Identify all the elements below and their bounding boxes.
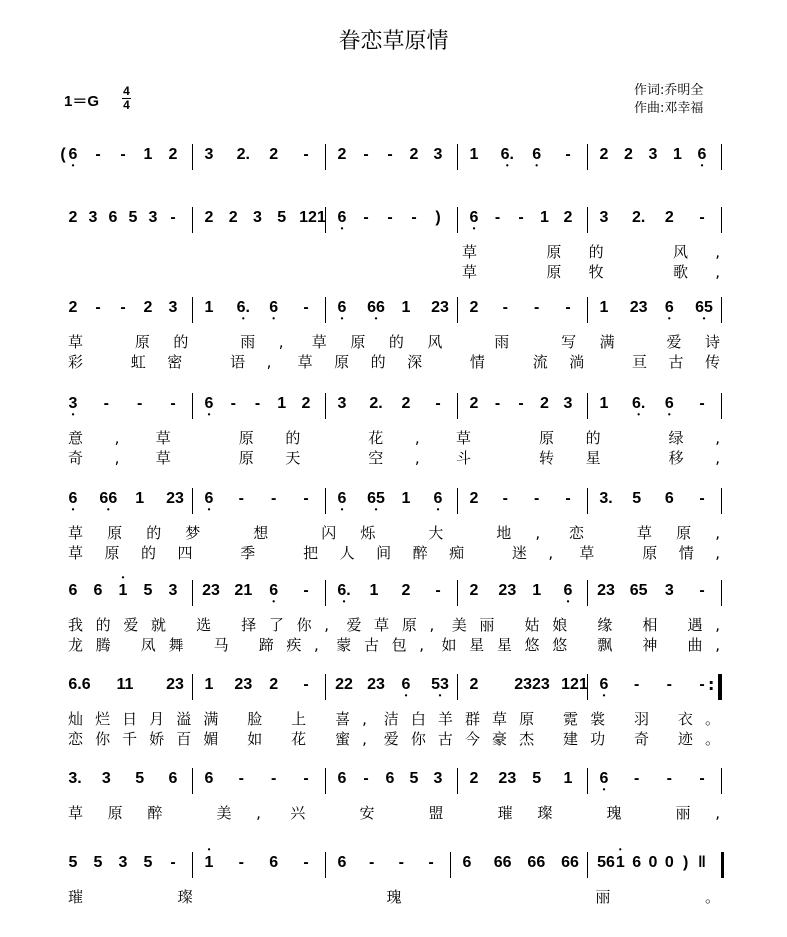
note: 23 [166,490,184,507]
note: 2 [469,299,479,316]
lyric-line: 草原的梦 想 闪烁 大 地, 恋 草原, [68,524,720,542]
note: 5 [277,209,287,226]
note: - [368,854,375,871]
note: 23 [498,770,517,787]
note: - [270,770,277,787]
note: 6.6 [68,676,91,693]
note: 2 [599,146,609,163]
note: 2 [168,146,178,163]
note: 3 [148,209,158,226]
note: - [533,299,540,316]
note: 6. • [234,299,252,317]
note: 2 [204,209,214,226]
bar-line [721,144,722,170]
bar-line [587,297,588,323]
note: 1 [599,395,609,412]
bar-line [325,768,326,794]
note: 2 [301,395,311,412]
note: 21 [234,582,253,599]
note: 3 [433,770,443,787]
bar-line [587,488,588,514]
bar-line [192,393,193,419]
note: 66 [561,854,579,871]
note: 6 • [399,676,413,694]
note: • 1 [202,854,216,872]
note: 3 [433,146,443,163]
note: 23 [166,676,184,693]
bar-line [721,768,722,794]
bar-line [457,580,458,606]
bar-line [450,852,451,878]
bar-line [457,674,458,700]
bar-line [192,207,193,233]
note: - [363,770,369,787]
note: 6 • [662,299,676,317]
note: 23 [202,582,220,599]
note: 3 [664,582,674,599]
bar-line [325,674,326,700]
note: - [363,209,369,226]
lyric-line: 灿烂日月溢满 脸 上 喜, 洁白羊群草原 霓裳 羽 衣。 [68,710,720,728]
note: 66 • [367,299,385,317]
note: 2 [68,209,78,226]
note: - [699,770,705,787]
note: 3 [168,299,178,316]
lyric-line: 草原醉 美, 兴 安 盟 璀璨 瑰 丽, [68,804,720,822]
note: 121 [299,209,326,226]
bar-line [192,674,193,700]
bar-line [587,580,588,606]
note: - [518,395,524,412]
note: 6 • [431,490,445,508]
note: - [666,676,672,693]
lyric-line: 龙腾 凤舞 马 蹄疾, 蒙古包, 如星星悠悠 飘 神 曲, [68,636,720,654]
note: - [502,490,508,507]
note: - [136,395,143,412]
note: - [363,146,369,163]
note: 2 [68,299,78,316]
bar-line [457,768,458,794]
note: 6 [632,854,642,871]
note: - [95,146,101,163]
note: • 1 [116,582,130,600]
note: 1 [135,490,145,507]
note: 6 • [66,490,80,508]
bar-line [192,580,193,606]
note: 3. [599,490,613,507]
bar-line [721,393,722,419]
bar-line [325,580,326,606]
note: 0 [664,854,674,871]
lyric-line: 草 原牧 歌, [462,263,720,281]
note: 66 [527,854,546,871]
note: 2. [236,146,250,163]
note: 2323 [514,676,550,693]
bar-line [457,393,458,419]
time-bottom: 4 [123,98,130,112]
lyric-line: 奇, 草 原天 空, 斗 转星 移, [68,449,720,467]
note: - [699,582,705,599]
note: - [303,676,309,693]
note: 1 [599,299,609,316]
note: 5 [143,582,153,599]
bar-line [457,297,458,323]
note: 65 • [695,299,713,317]
note: 2 [143,299,153,316]
note: 23 [367,676,385,693]
note: 2. [369,395,383,412]
bar-line [721,580,722,606]
note: 6 • [597,676,611,694]
note: 2 [469,395,479,412]
note: 6 [337,854,347,871]
note: - [633,676,640,693]
lyric-line: 意, 草 原的 花, 草 原的 绿, [68,429,720,447]
note: 6 [385,770,395,787]
bar-line [192,852,193,878]
note: 5 [632,490,642,507]
bar-line [457,144,458,170]
note: - [103,395,109,412]
note: 65 [629,582,648,599]
note: - [435,395,441,412]
repeat-bar [718,674,721,700]
bar-line [587,207,588,233]
note: 22 [335,676,353,693]
note: 23 [234,676,253,693]
note: - [699,209,705,226]
note: - [120,299,126,316]
note: - [303,770,309,787]
note: 6. • [335,582,353,600]
note: 2 [401,582,411,599]
note: 6 • [202,395,216,413]
note: 6 [462,854,472,871]
note: 66 • [99,490,117,508]
note: • 1 [613,854,627,872]
note: - [387,209,393,226]
bar-line [587,144,588,170]
note: 6 • [335,209,349,227]
note: 0 [648,854,658,871]
note: 6. • [630,395,648,413]
note: - [565,490,571,507]
note: 6 [93,582,103,599]
bar-line [325,144,326,170]
paren-open: ( [60,146,66,163]
note: 5 [93,854,103,871]
note: 65 • [367,490,385,508]
note: 2 [469,676,479,693]
note: 1 [469,146,479,163]
note: 53 • [431,676,449,694]
lyric-line: 草 原的 风, [462,243,720,261]
note: - [238,770,244,787]
note: 6 [269,854,279,871]
note: 2 [228,209,238,226]
note: ) [435,209,441,226]
note: 6 • [695,146,709,164]
bar-line [587,852,588,878]
note: 6 [168,770,178,787]
note: 5 [532,770,542,787]
note: 2 [469,490,479,507]
note: 1 [401,490,411,507]
note: - [270,490,277,507]
note: - [699,395,705,412]
bar-line [192,297,193,323]
bar-line [457,207,458,233]
note: - [411,209,417,226]
bar-line [587,768,588,794]
note: 6 • [467,209,481,227]
note: 6. • [498,146,516,164]
lyric-line: 我的爱就 选 择了你, 爱草原, 美丽 姑娘 缘 相 遇, [68,616,720,634]
note: - [518,209,524,226]
note: 121 [561,676,588,693]
note: - [303,490,309,507]
note: - [533,490,540,507]
lyric-line: 璀璨 瑰 丽。 [68,888,720,906]
note: 2 [469,582,479,599]
lyric-line: 恋你千娇百媚 如 花 蜜, 爱你古今豪杰 建功 奇 迹。 [68,730,720,748]
note: 5 [143,854,153,871]
bar-line [587,674,588,700]
bar-line [721,674,722,700]
bar-line [325,488,326,514]
bar-line [721,852,724,878]
note: 6 • [530,146,544,164]
note: 11 [116,676,134,693]
note: 6 [204,770,214,787]
note: 6 [664,490,674,507]
note: 2 [664,209,674,226]
note: - [666,770,672,787]
bar-line [325,207,326,233]
note: 6 • [66,146,80,164]
note: 23 [597,582,615,599]
bar-line [325,393,326,419]
note: - [502,299,508,316]
note: - [398,854,404,871]
note: - [170,854,176,871]
bar-line [192,768,193,794]
note: 1 [532,582,542,599]
time-top: 4 [123,84,130,98]
note: - [238,490,244,507]
note: 1 [143,146,153,163]
note: - [95,299,101,316]
note: 5 [68,854,78,871]
note: 5 [409,770,419,787]
note: - [303,146,309,163]
note: 23 [629,299,648,316]
note: 6 • [662,395,676,413]
note: 2 [469,770,479,787]
bar-line [721,297,722,323]
note: 6 • [597,770,611,788]
note: 2 [563,209,573,226]
time-signature [122,85,131,112]
note: 1 [204,299,214,316]
note: 3 [88,209,98,226]
credits [634,82,703,118]
note: 1 [540,209,549,226]
bar-line [192,488,193,514]
note: - [230,395,236,412]
note: 3 [599,209,609,226]
note: 1 [204,676,214,693]
note: - [238,854,244,871]
note: - [494,209,501,226]
note: - [633,770,640,787]
note: ‖ [698,854,706,871]
note: - [699,490,705,507]
note: 6 [68,582,78,599]
bar-line [587,393,588,419]
note: 2 [269,146,279,163]
bar-line [325,297,326,323]
note: - [120,146,126,163]
note: - [303,299,309,316]
note: 3 • [66,395,80,413]
repeat-sign: : [708,675,715,694]
note: 3 [204,146,214,163]
note: 1 [277,395,287,412]
note: - [699,676,705,693]
note: 6 • [335,490,349,508]
note: - [170,395,176,412]
bar-line [721,207,722,233]
note: 1 [563,770,573,787]
key-signature: 1＝G [64,93,100,110]
bar-line [457,488,458,514]
note: ) [682,854,689,871]
bar-line [721,488,722,514]
note: 1 [369,582,379,599]
note: - [565,299,571,316]
note: 56 [597,854,615,871]
note: 2. [631,209,646,226]
note: 23 [431,299,449,316]
note: 6 • [267,582,281,600]
note: - [303,854,309,871]
lyricist: 作词:乔明全 [634,83,704,98]
note: 5 [128,209,138,226]
note: - [303,582,309,599]
note: - [428,854,434,871]
note: 2 [624,146,633,163]
note: 3 [648,146,658,163]
note: 3 [168,582,178,599]
note: - [435,582,441,599]
note: 3 [101,770,111,787]
note: 6 [108,209,118,226]
lyric-line: 草 原的 雨, 草原的风 雨 写满 爱诗 [68,333,720,351]
note: 66 [493,854,512,871]
note: - [387,146,393,163]
note: 2 [401,395,411,412]
song-title: 眷恋草原情 [338,29,449,54]
composer: 作曲:邓幸福 [634,101,704,116]
note: 3 [563,395,573,412]
note: 3 [253,209,262,226]
lyric-line: 彩 虹密 语, 草原的深 情 流淌 亘古传 [68,353,720,371]
note: - [494,395,501,412]
note: 23 [498,582,517,599]
note: 2 [269,676,279,693]
note: 3. [68,770,82,787]
note: 6 • [561,582,575,600]
note: - [254,395,261,412]
note: 2 [409,146,419,163]
bar-line [192,144,193,170]
note: 3 [118,854,128,871]
note: 6 • [267,299,281,317]
note: 2 [540,395,549,412]
note: 6 [337,770,347,787]
note: 2 [337,146,347,163]
note: 6 • [335,299,349,317]
lyric-line: 草原的四 季 把人间醉痴 迷, 草 原情, [68,544,720,562]
note: 1 [401,299,411,316]
note: 5 [135,770,145,787]
note: 1 [673,146,682,163]
bar-line [325,852,326,878]
note: 6 • [202,490,216,508]
note: 3 [337,395,347,412]
note: - [170,209,176,226]
note: - [565,146,571,163]
